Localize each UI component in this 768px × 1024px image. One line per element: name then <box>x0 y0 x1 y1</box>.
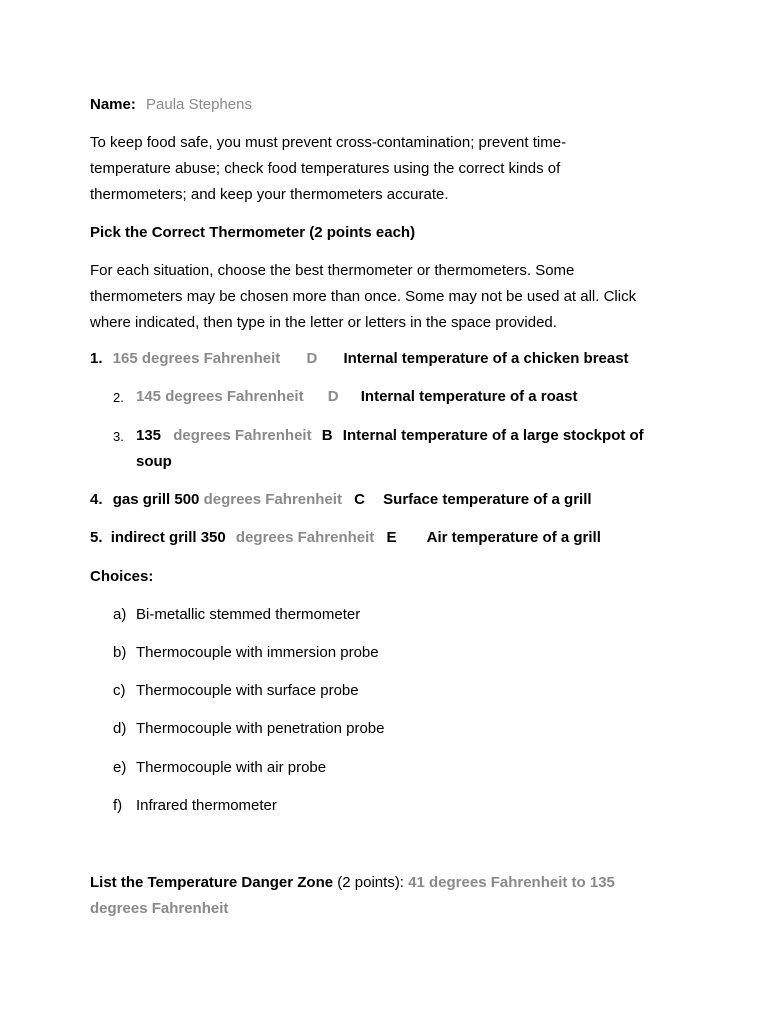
question-number: 2. <box>113 390 124 405</box>
question-prompt: Internal temperature of a roast <box>360 388 578 405</box>
instructions-line: For each situation, choose the best thermometer or thermometers. Some <box>90 262 575 279</box>
intro-line: To keep food safe, you must prevent cross-contamination; prevent time- <box>90 134 567 151</box>
question-prompt: Air temperature of a grill <box>426 529 601 546</box>
choice-letter: b) <box>113 644 127 661</box>
choice-letter: f) <box>113 797 123 814</box>
answer-temperature[interactable]: degrees Fahrenheit <box>173 427 312 444</box>
answer-temperature[interactable]: 165 degrees Fahrenheit <box>112 350 281 367</box>
choice-letter: d) <box>113 720 127 737</box>
choice-text: Thermocouple with immersion probe <box>136 644 379 661</box>
danger-zone-answer-continued[interactable]: degrees Fahrenheit <box>90 900 229 917</box>
answer-temperature[interactable]: degrees Fahrenheit <box>203 491 342 508</box>
danger-zone-answer[interactable]: 41 degrees Fahrenheit to 135 <box>408 874 615 891</box>
choice-letter: e) <box>113 759 127 776</box>
instructions-paragraph <box>90 258 690 336</box>
question-prefix[interactable]: gas grill 500 <box>112 491 200 508</box>
question-number: 3. <box>113 429 124 444</box>
question-4 <box>90 487 592 513</box>
instructions-line: thermometers may be chosen more than once. Some may not be used at all. Click <box>90 288 637 305</box>
choice-text: Bi-metallic stemmed thermometer <box>136 606 361 623</box>
choice-text: Infrared thermometer <box>136 797 277 814</box>
name-label: Name: <box>90 96 136 113</box>
choice-text: Thermocouple with penetration probe <box>136 720 385 737</box>
name-row <box>90 92 252 118</box>
question-prompt: Internal temperature of a chicken breast <box>343 350 629 367</box>
section-title: Pick the Correct Thermometer (2 points each) <box>90 224 416 241</box>
danger-zone-points: (2 points): <box>337 874 404 891</box>
answer-letter[interactable]: E <box>386 529 397 546</box>
answer-number[interactable]: 135 <box>136 427 162 444</box>
answer-temperature[interactable]: degrees Fahrenheit <box>235 529 375 546</box>
choice-letter: a) <box>113 606 127 623</box>
question-number: 5. <box>90 529 103 546</box>
question-number: 1. <box>90 350 103 367</box>
question-number: 4. <box>90 491 103 508</box>
danger-zone-question <box>90 870 615 896</box>
answer-letter[interactable]: B <box>321 427 333 444</box>
question-3 <box>136 423 644 449</box>
intro-paragraph <box>90 130 690 208</box>
question-prompt-continued: soup <box>136 453 172 470</box>
danger-zone-label: List the Temperature Danger Zone <box>90 874 334 891</box>
instructions-line: where indicated, then type in the letter or letters in the space provided. <box>90 314 557 331</box>
question-prompt: Surface temperature of a grill <box>383 491 592 508</box>
intro-line: temperature abuse; check food temperatures using the correct kinds of <box>90 160 561 177</box>
choices-title: Choices: <box>90 568 154 585</box>
choice-letter: c) <box>113 682 126 699</box>
question-1 <box>90 346 629 372</box>
answer-letter[interactable]: D <box>306 350 318 367</box>
choice-text: Thermocouple with surface probe <box>136 682 359 699</box>
question-prompt: Internal temperature of a large stockpot of <box>342 427 644 444</box>
answer-temperature[interactable]: 145 degrees Fahrenheit <box>136 388 304 405</box>
answer-letter[interactable]: D <box>327 388 339 405</box>
name-value[interactable]: Paula Stephens <box>146 96 252 113</box>
answer-letter[interactable]: C <box>354 491 365 508</box>
choice-text: Thermocouple with air probe <box>136 759 327 776</box>
question-5 <box>90 525 601 551</box>
question-prefix[interactable]: indirect grill 350 <box>110 529 226 546</box>
question-2 <box>136 384 578 410</box>
intro-line: thermometers; and keep your thermometers accurate. <box>90 186 449 203</box>
